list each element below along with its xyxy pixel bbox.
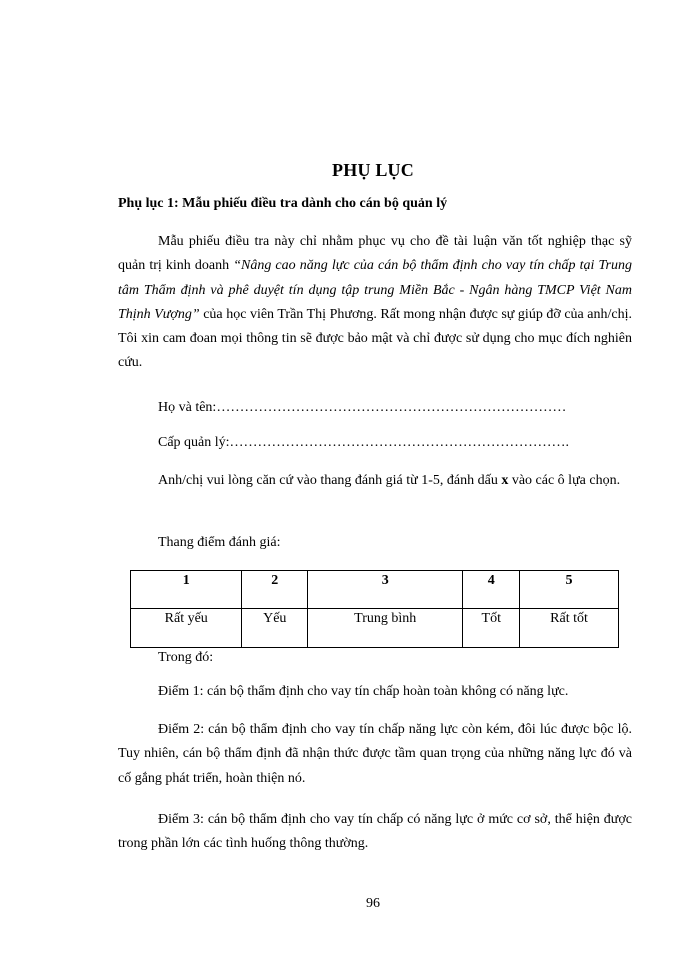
point-3-description: Điểm 3: cán bộ thẩm định cho vay tín chấp có năng lực ở mức cơ sở, thể hiện được trong phần lớn các tình huống thông thường. [118, 812, 632, 852]
table-row [131, 571, 619, 609]
score-cell: 2 [242, 571, 308, 609]
rating-label-cell: Tốt [463, 609, 520, 648]
table-row [131, 609, 619, 648]
name-field: Họ và tên:………………………………………………………………… [158, 400, 567, 415]
score-cell: 3 [308, 571, 463, 609]
rating-label-cell: Yếu [242, 609, 308, 648]
scale-label: Thang điểm đánh giá: [158, 535, 281, 550]
instruction-mark: x [501, 473, 509, 488]
point-1-description: Điểm 1: cán bộ thẩm định cho vay tín chấp hoàn toàn không có năng lực. [158, 684, 569, 699]
instruction-after: vào các ô lựa chọn. [508, 473, 621, 488]
where-label: Trong đó: [158, 650, 214, 665]
instruction-paragraph [118, 469, 632, 493]
page-title: PHỤ LỤC [332, 160, 414, 180]
score-cell: 1 [131, 571, 242, 609]
section-title: Phụ lục 1: Mẫu phiếu điều tra dành cho cán bộ quản lý [118, 196, 448, 211]
score-cell: 5 [520, 571, 619, 609]
page-number: 96 [366, 896, 380, 911]
intro-paragraph [118, 230, 632, 376]
rating-label-cell: Trung bình [308, 609, 463, 648]
intro-text-after: của học viên Trần Thị Phương. Rất mong nhận được sự giúp đỡ của anh/chị. Tôi xin cam đoan mọi thông tin sẽ được bảo mật và chỉ được sử dụng cho mục đích nghiên cứu. [118, 306, 632, 371]
instruction-before: Anh/chị vui lòng căn cứ vào thang đánh giá từ 1-5, đánh dấu [158, 473, 502, 488]
score-cell: 4 [463, 571, 520, 609]
intro-text-before: Mẫu phiếu điều tra này chỉ nhằm phục vụ cho đề tài luận văn tốt nghiệp thạc sỹ quản trị kinh doanh [118, 234, 632, 274]
point-2-description: Điểm 2: cán bộ thẩm định cho vay tín chấp năng lực còn kém, đôi lúc được bộc lộ. Tuy nhiên, cán bộ thẩm định đã nhận thức được tầm quan trọng của những năng lực đó và cố gắng phát triển, hoàn thiện nó. [118, 722, 632, 786]
management-level-field: Cấp quản lý:………………………………………………………………. [158, 435, 570, 450]
thesis-title: “Nâng cao năng lực của cán bộ thẩm định cho vay tín chấp tại Trung tâm Thẩm định và phê duyệt tín dụng tập trung Miền Bắc - Ngân hàng TMCP Việt Nam Thịnh Vượng” [118, 258, 632, 322]
rating-label-cell: Rất yếu [131, 609, 242, 648]
rating-label-cell: Rất tốt [520, 609, 619, 648]
rating-scale-table [130, 570, 619, 648]
